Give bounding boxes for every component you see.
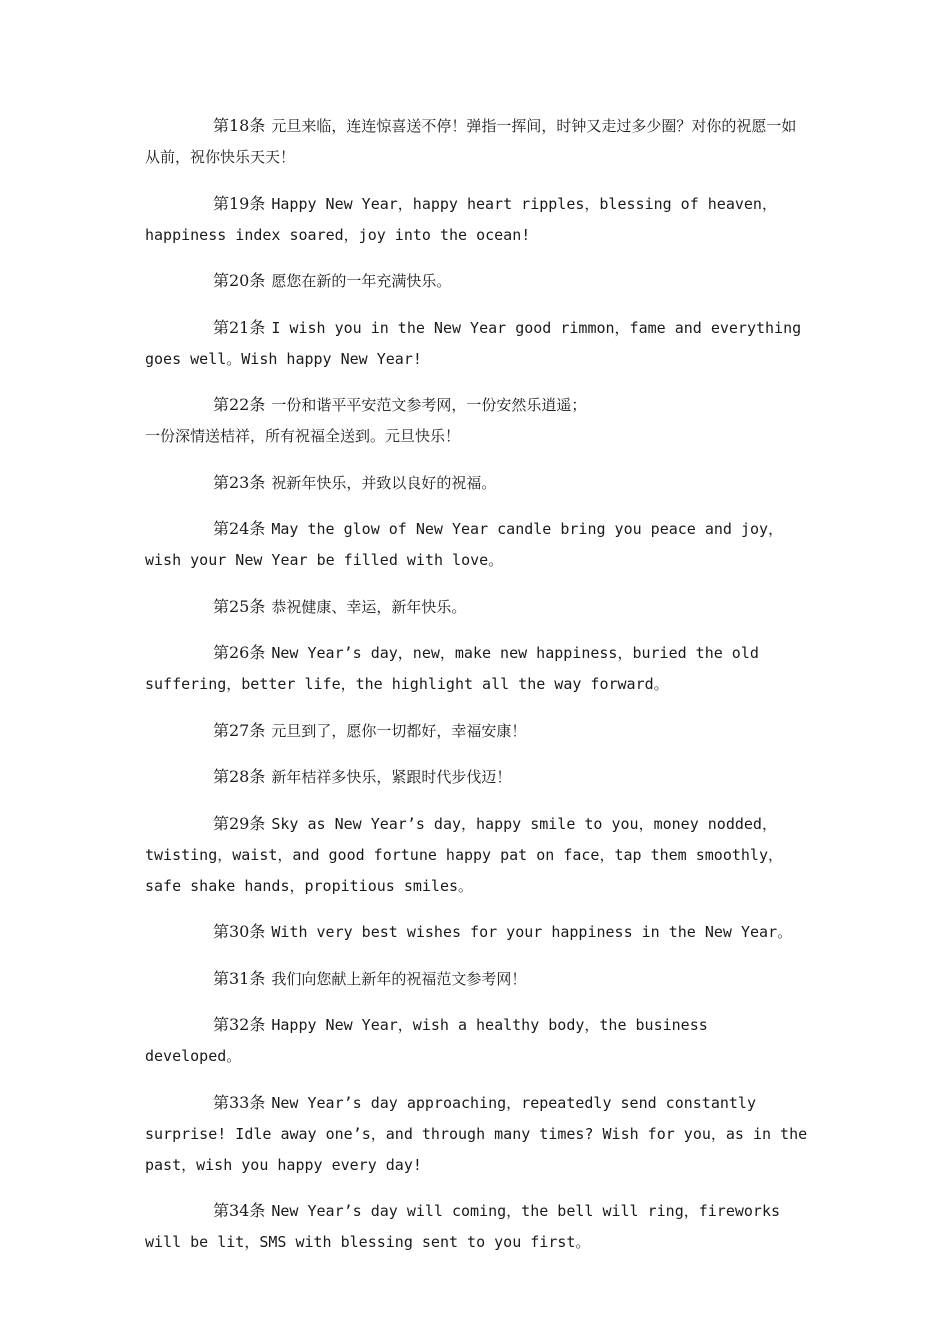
list-item — [145, 963, 810, 995]
blessing-list — [145, 110, 817, 1273]
entry-number: 第29条 — [213, 813, 266, 833]
entry-text: Happy New Year，happy heart ripples，blessing of heaven，happiness index soared，joy into the ocean! — [145, 194, 777, 244]
entry-number: 第34条 — [213, 1201, 266, 1220]
entry-text: New Year’s day，new，make new happiness，buried the old suffering，better life，the highlight all the way forward。 — [145, 644, 768, 693]
entry-number: 第21条 — [213, 317, 266, 337]
list-item — [145, 808, 810, 902]
entry-number: 第27条 — [213, 720, 266, 740]
list-item — [145, 265, 810, 297]
list-item — [145, 761, 810, 793]
entry-number: 第22条 — [213, 395, 266, 414]
entry-text: New Year’s day will coming，the bell will ring，fireworks will be lit，SMS with blessing sent to you first。 — [145, 1202, 790, 1251]
entry-text: 恭祝健康、幸运，新年快乐。 — [271, 597, 467, 616]
entry-text: May the glow of New Year candle bring you peace and joy，wish your New Year be filled with love。 — [145, 520, 784, 569]
list-item — [145, 1195, 810, 1258]
entry-text: New Year’s day approaching，repeatedly send constantly surprise! Idle away one’s，and through many times? Wish for you，as in the past，wish you happy every day! — [145, 1093, 817, 1174]
list-item — [145, 637, 810, 700]
entry-number: 第31条 — [213, 968, 266, 988]
list-item — [145, 467, 810, 499]
entry-text: I wish you in the New Year good rimmon，fame and everything goes well。Wish happy New Year! — [145, 318, 811, 368]
entry-number: 第32条 — [213, 1015, 266, 1034]
entry-number: 第20条 — [213, 271, 266, 290]
list-item — [145, 312, 810, 375]
list-item — [145, 1009, 810, 1072]
entry-number: 第30条 — [213, 922, 266, 941]
list-item — [145, 389, 810, 452]
entry-text: 祝新年快乐，并致以良好的祝福。 — [271, 473, 497, 492]
entry-number: 第28条 — [213, 767, 266, 786]
entry-number: 第26条 — [213, 643, 266, 662]
entry-number: 第24条 — [213, 519, 266, 538]
entry-text: 一份和谐平平安范文参考网，一份安然乐逍遥； 一份深情送桔祥，所有祝福全送到。元旦快乐！ — [145, 396, 587, 445]
entry-number: 第19条 — [213, 193, 266, 213]
entry-text: 元旦来临，连连惊喜送不停！弹指一挥间，时钟又走过多少圈？对你的祝愿一如从前，祝你快乐天天！ — [145, 117, 797, 166]
list-item — [145, 715, 810, 747]
entry-text: 元旦到了，愿你一切都好，幸福安康！ — [271, 721, 527, 740]
list-item — [145, 591, 810, 623]
list-item — [145, 188, 810, 251]
entry-text: Happy New Year，wish a healthy body，the business developed。 — [145, 1016, 717, 1065]
entry-number: 第33条 — [213, 1092, 266, 1112]
entry-text: 我们向您献上新年的祝福范文参考网！ — [271, 969, 527, 988]
entry-number: 第23条 — [213, 472, 266, 492]
entry-number: 第25条 — [213, 596, 266, 616]
entry-text: 新年桔祥多快乐，紧跟时代步伐迈！ — [271, 768, 512, 786]
list-item — [145, 916, 810, 948]
list-item — [145, 513, 810, 576]
entry-text: Sky as New Year’s day，happy smile to you，money nodded，twisting，waist，and good fortune happy pat on face，tap them smoothly，safe shake hands，propitious smiles。 — [145, 814, 783, 895]
entry-text: With very best wishes for your happiness in the New Year。 — [271, 923, 793, 941]
list-item — [145, 1087, 817, 1181]
entry-number: 第18条 — [213, 116, 266, 135]
list-item — [145, 110, 810, 173]
entry-text: 愿您在新的一年充满快乐。 — [271, 272, 452, 290]
